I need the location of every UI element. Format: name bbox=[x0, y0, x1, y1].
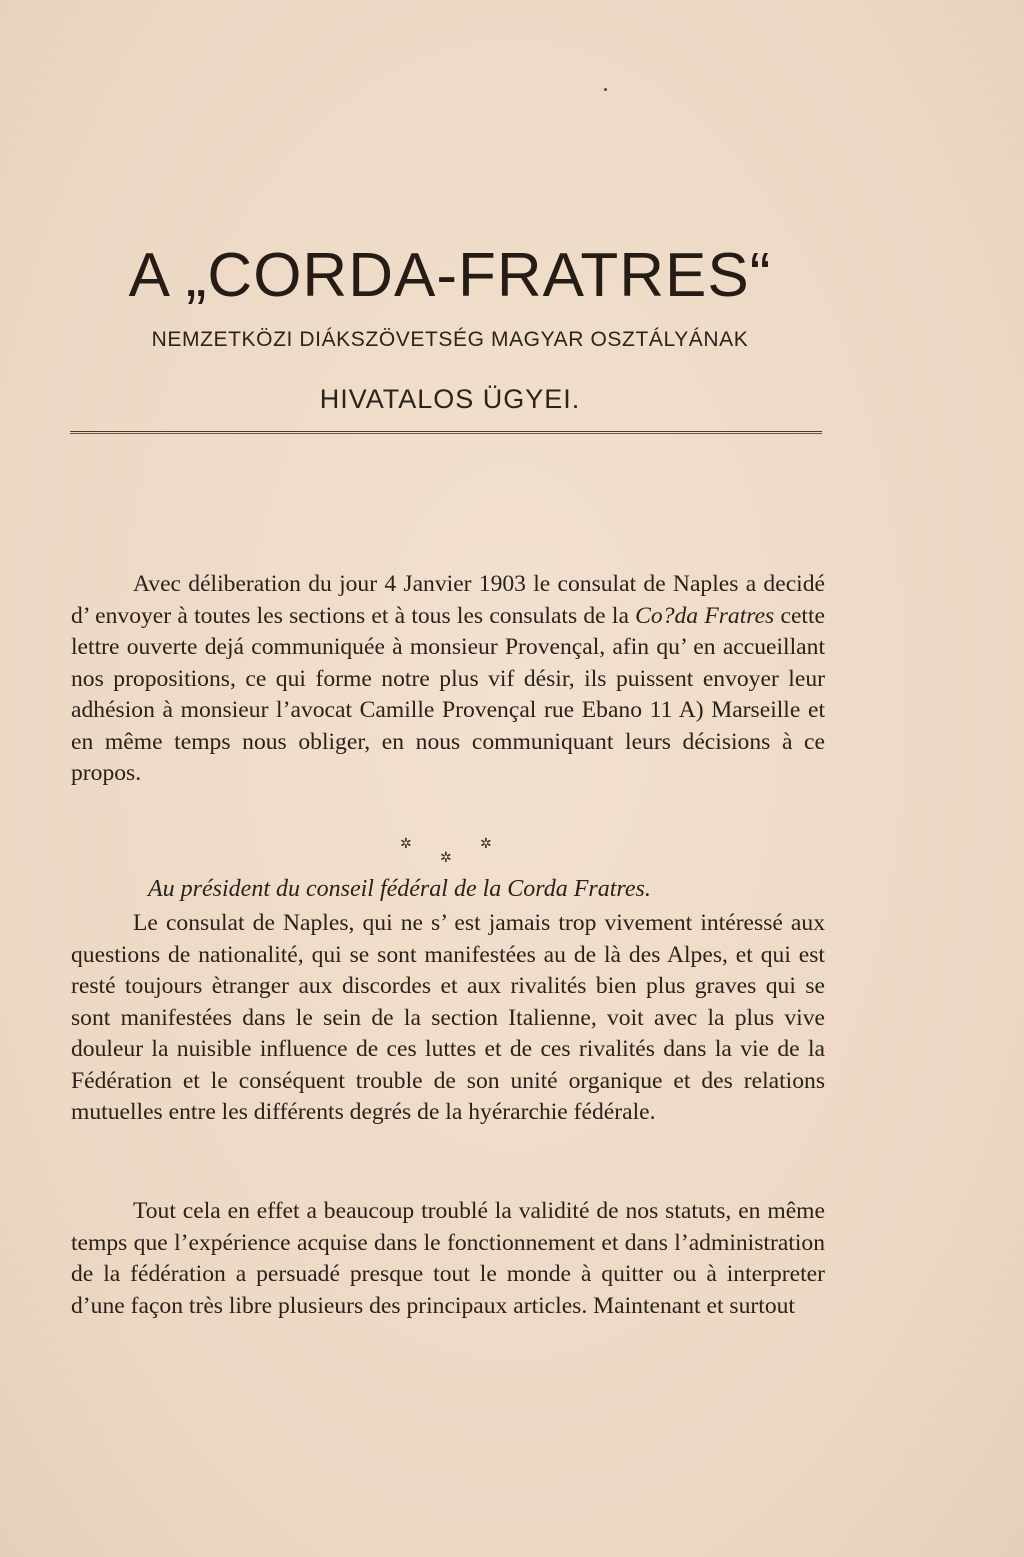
letter-paragraph-2-text: Tout cela en effet a beaucoup troublé la validité de nos statuts, en même temps que l’expérience acquise dans le fonctionnement et dans l’administration de la fédération a persuadé presque tout le monde à quitter ou à interpreter d’une façon très libre plusieurs des principaux articles. Maintenant et surtout bbox=[71, 1198, 825, 1319]
page-title: A „CORDA-FRATRES“ bbox=[128, 241, 772, 310]
letter-paragraph-2 bbox=[71, 1196, 825, 1322]
intro-text-a: Avec déliberation du jour 4 Janvier 1903 le consulat de Naples a decidé d’ envoyer à toutes les sections et à tous les consulats de la bbox=[71, 571, 825, 629]
page-subtitle: NEMZETKÖZI DIÁKSZÖVETSÉG MAGYAR OSZTÁLYÁNAK bbox=[151, 328, 749, 351]
intro-paragraph bbox=[71, 569, 825, 790]
intro-text-italic: Co?da Fratres bbox=[635, 602, 775, 629]
letter-paragraph-1-text: Le consulat de Naples, qui ne s’ est jamais trop vivement intéressé aux questions de nationalité, qui se sont manifestées au de là des Alpes, et qui est resté toujours ètranger aux discordes et aux rivalités bien plus graves qui se sont manifestées dans le sein de la section Italienne, voit avec la plus vive douleur la nuisible influence de ces luttes et de ces rivalités dans la vie de la Fédération et le conséquent trouble de son unité organique et des relations mutuelles entre les différents degrés de la hyérarchie fédérale. bbox=[71, 910, 825, 1125]
letter-paragraph-1 bbox=[71, 908, 825, 1129]
letter-heading: Au président du conseil fédéral de la Corda Fratres. bbox=[148, 876, 651, 902]
asterism-separator bbox=[390, 832, 510, 872]
header-divider bbox=[70, 431, 822, 434]
intro-text-b: cette lettre ouverte dejá communiquée à monsieur Provençal, afin qu’ en accueillant nos propositions, ce qui forme notre plus vif désir, ils puissent envoyer leur adhésion à monsieur l’avocat Camille Provençal rue Ebano 11 A) Marseille et en même temps nous obliger, en nous communiquant leurs décisions à ce propos. bbox=[71, 602, 825, 786]
star-icon: ✲ bbox=[480, 837, 492, 852]
star-icon: ✲ bbox=[400, 837, 412, 852]
page-subtitle-secondary: HIVATALOS ÜGYEI. bbox=[319, 384, 581, 414]
star-icon: ✲ bbox=[440, 851, 452, 866]
print-speck bbox=[604, 88, 607, 91]
